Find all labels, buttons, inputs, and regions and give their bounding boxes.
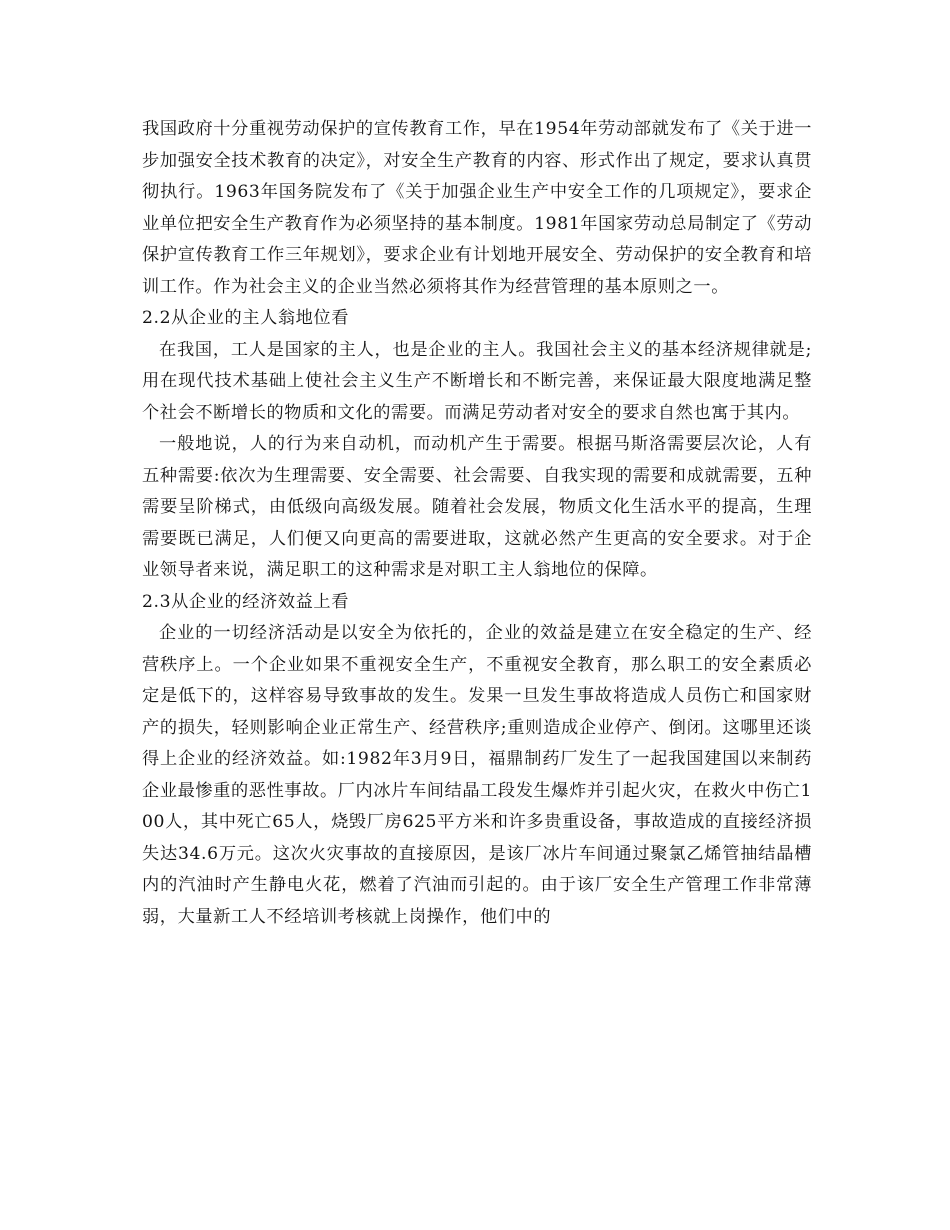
paragraph-economic-benefit: 企业的一切经济活动是以安全为依托的，企业的效益是建立在安全稳定的生产、经营秩序上。一个企业如果不重视安全生产，不重视安全教育，那么职工的安全素质必定是低下的，这样容易导致事故的发生。发果一旦发生事故将造成人员伤亡和国家财产的损失，轻则影响企业正常生产、经营秩序;重则造成企业停产、倒闭。这哪里还谈得上企业的经济效益。如:1982年3月9日，福鼎制药厂发生了一起我国建国以来制药企业最惨重的恶性事故。厂内冰片车间结晶工段发生爆炸并引起火灾，在救火中伤亡100人，其中死亡65人，烧毁厂房625平方米和许多贵重设备，事故造成的直接经济损失达34.6万元。这次火灾事故的直接原因，是该厂冰片车间通过聚氯乙烯管抽结晶槽内的汽油时产生静电火花，燃着了汽油而引起的。由于该厂安全生产管理工作非常薄弱，大量新工人不经培训考核就上岗操作，他们中的 xyxy=(142,623,812,927)
section-heading-2-2: 2.2从企业的主人翁地位看 xyxy=(142,308,350,328)
paragraph-maslow-needs: 一般地说，人的行为来自动机，而动机产生于需要。根据马斯洛需要层次论，人有五种需要:依次为生理需要、安全需要、社会需要、自我实现的需要和成就需要，五种需要呈阶梯式，由低级向高级发展。随着社会发展，物质文化生活水平的提高，生理需要既已满足，人们便又向更高的需要进取，这就必然产生更高的安全要求。对于企业领导者来说，满足职工的这种需求是对职工主人翁地位的保障。 xyxy=(142,434,812,580)
paragraph-intro: 我国政府十分重视劳动保护的宣传教育工作，早在1954年劳动部就发布了《关于进一步加强安全技术教育的决定》，对安全生产教育的内容、形式作出了规定，要求认真贯彻执行。1963年国务院发布了《关于加强企业生产中安全工作的几项规定》，要求企业单位把安全生产教育作为必须坚持的基本制度。1981年国家劳动总局制定了《劳动保护宣传教育工作三年规划》，要求企业有计划地开展安全、劳动保护的安全教育和培训工作。作为社会主义的企业当然必须将其作为经营管理的基本原则之一。 xyxy=(142,119,812,297)
document-body xyxy=(142,114,812,933)
paragraph-master-status: 在我国，工人是国家的主人，也是企业的主人。我国社会主义的基本经济规律就是;用在现代技术基础上使社会主义生产不断增长和不断完善，来保证最大限度地满足整个社会不断增长的物质和文化的需要。而满足劳动者对安全的要求自然也寓于其内。 xyxy=(142,339,812,423)
section-heading-2-3: 2.3从企业的经济效益上看 xyxy=(142,591,350,612)
